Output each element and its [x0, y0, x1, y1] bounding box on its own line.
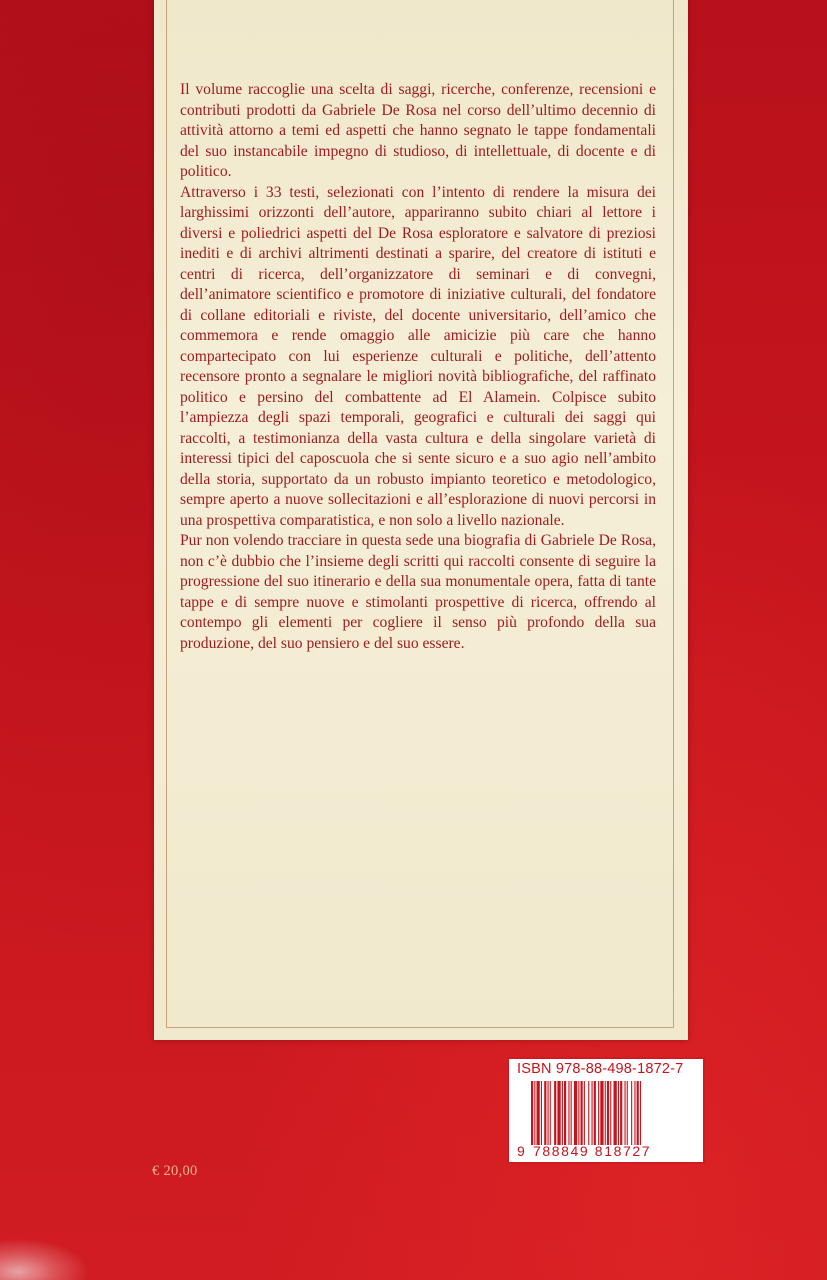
back-cover-blurb: [180, 80, 656, 654]
barcode-lead-digit: 9: [517, 1143, 525, 1159]
isbn-number: ISBN 978-88-498-1872-7: [517, 1061, 684, 1077]
cover-wear-mark: [0, 1238, 90, 1280]
blurb-paragraph-3: Pur non volendo tracciare in questa sede una biografia di Gabriele De Rosa, non c’è dubbio che l’insieme degli scritti qui raccolti consente di seguire la progressione del suo itinerario e della sua monumentale opera, fatta di tante tappe e di sempre nuove e stimolanti prospettive di ricerca, offrendo al contempo gli elementi per cogliere il senso più profondo della sua produzione, del suo pensiero e del suo essere.: [180, 532, 656, 652]
price-label: € 20,00: [152, 1163, 198, 1179]
blurb-paragraph-1: Il volume raccoglie una scelta di saggi, ricerche, conferenze, recensioni e contributi prodotti da Gabriele De Rosa nel corso dell’ultimo decennio di attività attorno a temi ed aspetti che hanno segnato le tappe fondamentali del suo instancabile impegno di studioso, di intellettuale, di docente e di politico.: [180, 81, 656, 180]
blurb-paragraph-2: Attraverso i 33 testi, selezionati con l’intento di rendere la misura dei larghissimi orizzonti dell’autore, appariranno subito chiari al lettore i diversi e poliedrici aspetti del De Rosa esploratore e salvatore di preziosi inediti e di archivi altrimenti destinati a sparire, del creatore di istituti e centri di ricerca, dell’organizzatore di seminari e di convegni, dell’animatore scientifico e promotore di iniziative culturali, del fondatore di collane editoriali e riviste, del docente universitario, dell’amico che commemora e rende omaggio alle amicizie più care che hanno compartecipato con lui esperienze culturali e politiche, dell’attento recensore pronto a segnalare le migliori novità bibliografiche, del raffinato politico e persino del combattente ad El Alamein. Colpisce subito l’ampiezza degli spazi temporali, geografici e culturali dei saggi qui raccolti, a testimonianza della vasta cultura e della singolare varietà di interessi tipici del caposcuola che si sente sicuro e a suo agio nell’ambito della storia, supportato da un robusto impianto teoretico e metodologico, sempre aperto a nuove sollecitazioni e all’esplorazione di nuovi percorsi in una prospettiva comparatistica, e non solo a livello nazionale.: [180, 183, 656, 529]
isbn-barcode-label: [507, 1057, 705, 1164]
barcode-icon: [531, 1081, 681, 1145]
barcode-digits: 788849 818727: [533, 1143, 652, 1159]
